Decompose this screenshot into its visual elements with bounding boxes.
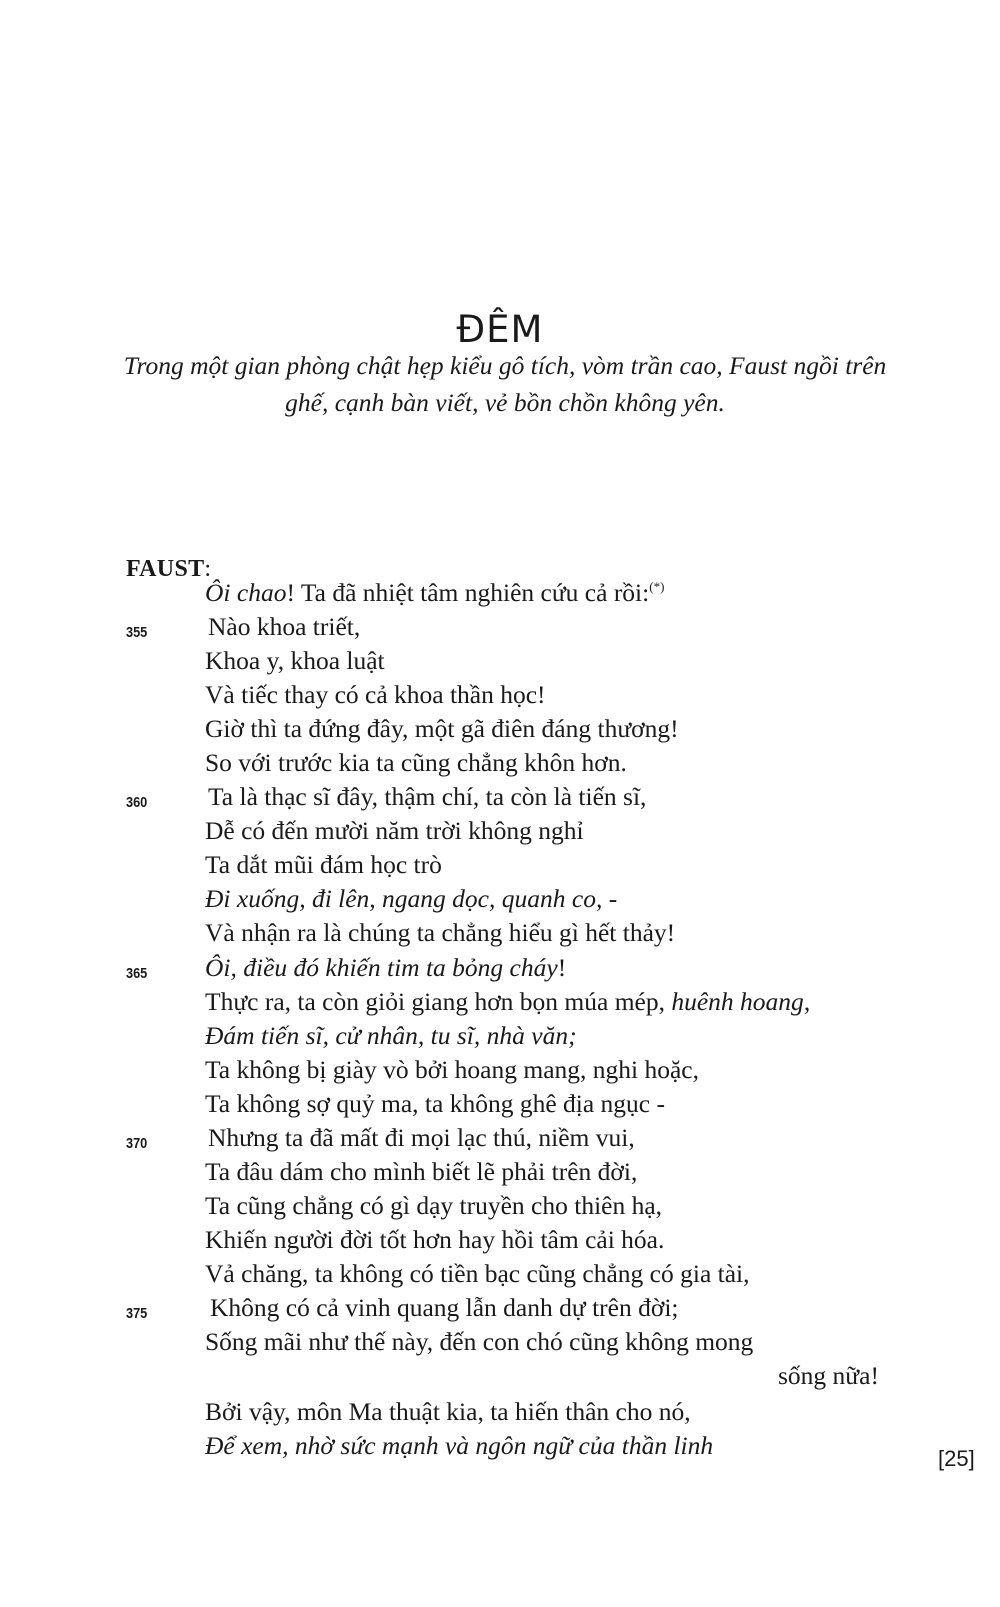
line-text	[205, 1089, 665, 1119]
text-segment: Bởi vậy, môn Ma thuật kia, ta hiến thân cho nó,	[205, 1397, 691, 1426]
text-segment: ,	[803, 987, 811, 1016]
line-text	[205, 680, 546, 710]
text-segment: Khiến người đời tốt hơn hay hồi tâm cải hóa.	[205, 1225, 665, 1254]
speaker-colon: :	[204, 556, 212, 582]
italic-segment: huênh hoang	[671, 987, 804, 1016]
text-segment: Vả chăng, ta không có tiền bạc cũng chẳng có gia tài,	[205, 1259, 750, 1288]
line-text	[205, 1397, 691, 1427]
line-text	[205, 953, 566, 983]
line-text	[205, 1431, 713, 1461]
line-text	[205, 748, 627, 778]
stage-direction: Trong một gian phòng chật hẹp kiểu gô tích, vòm trần cao, Faust ngồi trên ghế, cạnh bàn viết, vẻ bồn chồn không yên.	[123, 351, 887, 417]
italic-segment: Đám tiến sĩ, cử nhân, tu sĩ, nhà văn;	[205, 1021, 577, 1050]
text-segment: Không có cả vinh quang lẫn danh dự trên đời;	[210, 1293, 679, 1322]
text-segment: So với trước kia ta cũng chẳng khôn hơn.	[205, 748, 627, 777]
line-number: 365	[126, 965, 148, 982]
line-text	[208, 1123, 635, 1153]
line-text	[205, 714, 679, 744]
line-text	[210, 1293, 679, 1323]
line-text	[205, 1021, 577, 1051]
line-text	[205, 816, 584, 846]
line-text	[205, 850, 442, 880]
italic-segment: Để xem, nhờ sức mạnh và ngôn ngữ của thần linh	[205, 1431, 714, 1460]
italic-segment: Ôi chao	[205, 578, 287, 607]
line-text	[205, 1259, 750, 1289]
line-text	[778, 1361, 879, 1391]
line-text	[205, 646, 385, 676]
line-text	[205, 1157, 637, 1187]
text-segment: Sống mãi như thế này, đến con chó cũng không mong	[205, 1327, 754, 1356]
line-text	[205, 987, 810, 1017]
line-number: 370	[126, 1135, 148, 1152]
text-segment: Ta dắt mũi đám học trò	[205, 850, 442, 879]
text-segment: Thực ra, ta còn giỏi giang hơn bọn múa mép,	[205, 987, 672, 1016]
line-text	[205, 918, 675, 948]
italic-segment: Ôi, điều đó khiến tim ta bỏng cháy	[205, 953, 558, 982]
page-title: ĐÊM	[456, 307, 544, 351]
line-text	[205, 1055, 699, 1085]
line-text	[205, 1225, 664, 1255]
text-segment: ! Ta đã nhiệt tâm nghiên cứu cả rồi:	[286, 578, 650, 607]
text-segment: Giờ thì ta đứng đây, một gã điên đáng thương!	[205, 714, 679, 743]
text-segment: Ta là thạc sĩ đây, thậm chí, ta còn là tiến sĩ,	[208, 782, 647, 811]
text-segment: Dễ có đến mười năm trời không nghỉ	[205, 816, 584, 845]
footnote-marker[interactable]: (*)	[649, 579, 665, 594]
page-number: [25]	[938, 1446, 975, 1471]
text-segment: Và tiếc thay có cả khoa thần học!	[205, 680, 546, 709]
text-segment: Nào khoa triết,	[208, 612, 361, 641]
text-segment: sống nữa!	[778, 1361, 879, 1390]
text-segment: Và nhận ra là chúng ta chẳng hiểu gì hết thảy!	[205, 918, 676, 947]
text-segment: -	[602, 884, 618, 913]
text-segment: Ta không bị giày vò bởi hoang mang, nghi hoặc,	[205, 1055, 699, 1084]
line-text	[205, 884, 617, 914]
text-segment: Ta đâu dám cho mình biết lẽ phải trên đời,	[205, 1157, 638, 1186]
italic-segment: Đi xuống, đi lên, ngang dọc, quanh co,	[205, 884, 603, 913]
line-text	[205, 1327, 753, 1357]
text-segment: Ta cũng chẳng có gì dạy truyền cho thiên hạ,	[205, 1191, 663, 1220]
line-text	[208, 612, 360, 642]
speaker-name: FAUST	[126, 556, 205, 582]
line-text	[205, 578, 664, 608]
line-number: 360	[126, 794, 148, 811]
text-segment: Khoa y, khoa luật	[205, 646, 385, 675]
line-number: 355	[126, 624, 148, 641]
line-text	[208, 782, 646, 812]
text-segment: Nhưng ta đã mất đi mọi lạc thú, niềm vui,	[208, 1123, 635, 1152]
text-segment: Ta không sợ quỷ ma, ta không ghê địa ngục -	[205, 1089, 665, 1118]
line-number: 375	[126, 1305, 148, 1322]
text-segment: !	[557, 953, 567, 982]
line-text	[205, 1191, 662, 1221]
